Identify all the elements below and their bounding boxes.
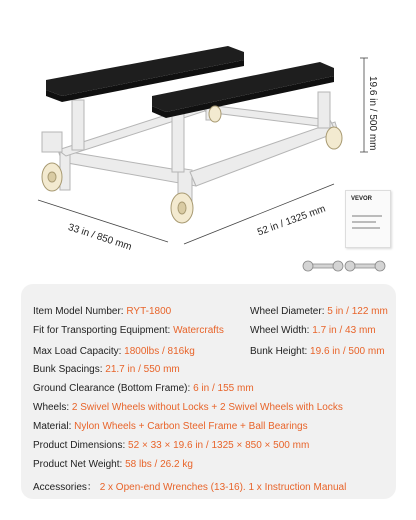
spec-product-dimensions: Product Dimensions: 52 × 33 × 19.6 in / 1325 × 850 × 500 mm (33, 440, 310, 451)
spec-bunk-spacing: Bunk Spacings: 21.7 in / 550 mm (33, 364, 180, 375)
spec-material: Material: Nylon Wheels + Carbon Steel Frame + Ball Bearings (33, 421, 308, 432)
width-dimension-label: 33 in / 850 mm (66, 222, 133, 253)
spec-accessories: Accessories： 2 x Open-end Wrenches (13-16). 1 x Instruction Manual (33, 482, 347, 493)
bunk-boards (46, 46, 334, 118)
spec-equipment: Fit for Transporting Equipment: Watercrafts (33, 325, 224, 336)
spec-wheels: Wheels: 2 Swivel Wheels without Locks + 2 Swivel Wheels with Locks (33, 402, 343, 413)
wrench-icons (303, 261, 385, 271)
specifications-panel (21, 284, 396, 499)
spec-load: Max Load Capacity: 1800lbs / 816kg (33, 346, 195, 357)
manual-brand: VEVOR (351, 196, 373, 202)
spec-wheel-diameter: Wheel Diameter: 5 in / 122 mm (250, 306, 388, 317)
spec-clearance: Ground Clearance (Bottom Frame): 6 in / 155 mm (33, 383, 254, 394)
spec-wheel-width: Wheel Width: 1.7 in / 43 mm (250, 325, 376, 336)
height-dimension-label: 19.6 in / 500 mm (367, 76, 378, 151)
instruction-manual-image (345, 190, 391, 248)
spec-net-weight: Product Net Weight: 58 lbs / 26.2 kg (33, 459, 193, 470)
length-dimension-label: 52 in / 1325 mm (256, 203, 328, 239)
spec-bunk-height: Bunk Height: 19.6 in / 500 mm (250, 346, 385, 357)
spec-model: Item Model Number: RYT-1800 (33, 306, 172, 317)
